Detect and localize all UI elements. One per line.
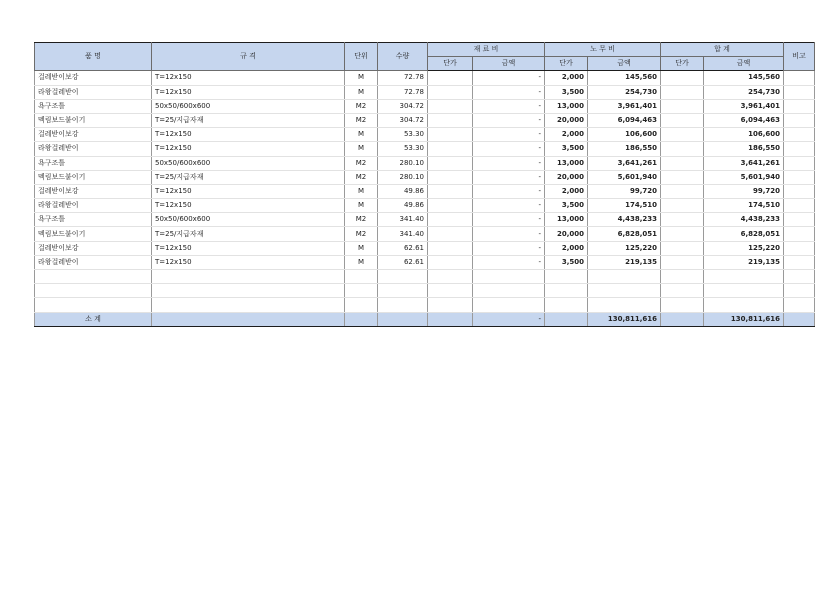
blank-row xyxy=(35,298,815,312)
material-unit-price-cell xyxy=(428,241,473,255)
spec-cell: T=12x150 xyxy=(152,128,345,142)
material-unit-price-cell xyxy=(428,113,473,127)
subtotal-sum-amount: 130,811,616 xyxy=(704,312,784,326)
blank-row xyxy=(35,284,815,298)
note-cell xyxy=(784,99,815,113)
qty-cell: 341.40 xyxy=(378,213,428,227)
table-body xyxy=(35,71,815,270)
unit-cell: M xyxy=(345,184,378,198)
unit-cell: M2 xyxy=(345,227,378,241)
labor-unit-price-cell: 13,000 xyxy=(545,213,588,227)
item-cell: 멕림보드붙이기 xyxy=(35,113,152,127)
header-material: 재 료 비 xyxy=(428,43,545,57)
qty-cell: 49.86 xyxy=(378,184,428,198)
labor-amount-cell: 4,438,233 xyxy=(588,213,661,227)
material-amount-cell: - xyxy=(473,199,545,213)
labor-unit-price-cell: 13,000 xyxy=(545,156,588,170)
sum-amount-cell: 99,720 xyxy=(704,184,784,198)
sum-unit-price-cell xyxy=(661,71,704,85)
labor-unit-price-cell: 20,000 xyxy=(545,227,588,241)
table-row xyxy=(35,227,815,241)
labor-unit-price-cell: 2,000 xyxy=(545,128,588,142)
table-row xyxy=(35,170,815,184)
spec-cell: T=12x150 xyxy=(152,85,345,99)
note-cell xyxy=(784,156,815,170)
sum-amount-cell: 4,438,233 xyxy=(704,213,784,227)
material-amount-cell: - xyxy=(473,99,545,113)
spec-cell: T=12x150 xyxy=(152,255,345,269)
spec-cell: T=25/지급자재 xyxy=(152,113,345,127)
labor-amount-cell: 5,601,940 xyxy=(588,170,661,184)
labor-unit-price-cell: 3,500 xyxy=(545,255,588,269)
table-row xyxy=(35,113,815,127)
table-row xyxy=(35,142,815,156)
labor-unit-price-cell: 20,000 xyxy=(545,113,588,127)
qty-cell: 341.40 xyxy=(378,227,428,241)
material-amount-cell: - xyxy=(473,227,545,241)
material-unit-price-cell xyxy=(428,142,473,156)
unit-cell: M2 xyxy=(345,113,378,127)
item-cell: 멕림보드붙이기 xyxy=(35,227,152,241)
material-unit-price-cell xyxy=(428,128,473,142)
table-row xyxy=(35,99,815,113)
spec-cell: T=12x150 xyxy=(152,71,345,85)
note-cell xyxy=(784,184,815,198)
qty-cell: 304.72 xyxy=(378,113,428,127)
header-material-amount: 금액 xyxy=(473,57,545,71)
sum-unit-price-cell xyxy=(661,156,704,170)
item-cell: 라왕걸레받이 xyxy=(35,199,152,213)
item-cell: 욕구조틀 xyxy=(35,156,152,170)
labor-unit-price-cell: 3,500 xyxy=(545,142,588,156)
unit-cell: M2 xyxy=(345,156,378,170)
labor-amount-cell: 219,135 xyxy=(588,255,661,269)
subtotal-labor-amount: 130,811,616 xyxy=(588,312,661,326)
qty-cell: 53.30 xyxy=(378,142,428,156)
table-row xyxy=(35,85,815,99)
header-labor-unit-price: 단가 xyxy=(545,57,588,71)
labor-amount-cell: 186,550 xyxy=(588,142,661,156)
material-unit-price-cell xyxy=(428,85,473,99)
unit-cell: M xyxy=(345,71,378,85)
unit-cell: M2 xyxy=(345,99,378,113)
sum-amount-cell: 106,600 xyxy=(704,128,784,142)
labor-amount-cell: 145,560 xyxy=(588,71,661,85)
spec-cell: T=12x150 xyxy=(152,142,345,156)
labor-unit-price-cell: 2,000 xyxy=(545,71,588,85)
subtotal-material-amount: - xyxy=(473,312,545,326)
item-cell: 걸레받이보강 xyxy=(35,241,152,255)
table-row xyxy=(35,184,815,198)
labor-amount-cell: 125,220 xyxy=(588,241,661,255)
material-amount-cell: - xyxy=(473,213,545,227)
item-cell: 걸레받이보강 xyxy=(35,128,152,142)
sum-unit-price-cell xyxy=(661,199,704,213)
qty-cell: 304.72 xyxy=(378,99,428,113)
material-unit-price-cell xyxy=(428,199,473,213)
spec-cell: T=25/지급자재 xyxy=(152,170,345,184)
sum-unit-price-cell xyxy=(661,255,704,269)
labor-amount-cell: 3,641,261 xyxy=(588,156,661,170)
header-spec: 규 격 xyxy=(152,43,345,71)
table-row xyxy=(35,71,815,85)
sum-amount-cell: 3,961,401 xyxy=(704,99,784,113)
unit-cell: M xyxy=(345,85,378,99)
header-note: 비고 xyxy=(784,43,815,71)
header-sum: 합 계 xyxy=(661,43,784,57)
unit-cell: M2 xyxy=(345,213,378,227)
qty-cell: 280.10 xyxy=(378,170,428,184)
labor-amount-cell: 99,720 xyxy=(588,184,661,198)
material-amount-cell: - xyxy=(473,255,545,269)
labor-unit-price-cell: 2,000 xyxy=(545,184,588,198)
material-unit-price-cell xyxy=(428,184,473,198)
item-cell: 라왕걸레받이 xyxy=(35,255,152,269)
labor-amount-cell: 6,828,051 xyxy=(588,227,661,241)
material-amount-cell: - xyxy=(473,170,545,184)
header-sum-unit-price: 단가 xyxy=(661,57,704,71)
spec-cell: T=12x150 xyxy=(152,241,345,255)
sum-unit-price-cell xyxy=(661,128,704,142)
material-unit-price-cell xyxy=(428,213,473,227)
spec-cell: 50x50/600x600 xyxy=(152,156,345,170)
note-cell xyxy=(784,227,815,241)
unit-cell: M2 xyxy=(345,170,378,184)
item-cell: 걸레받이보강 xyxy=(35,71,152,85)
material-unit-price-cell xyxy=(428,156,473,170)
note-cell xyxy=(784,255,815,269)
sum-amount-cell: 3,641,261 xyxy=(704,156,784,170)
header-labor: 노 무 비 xyxy=(545,43,661,57)
sum-amount-cell: 145,560 xyxy=(704,71,784,85)
note-cell xyxy=(784,213,815,227)
unit-cell: M xyxy=(345,199,378,213)
qty-cell: 280.10 xyxy=(378,156,428,170)
sum-amount-cell: 6,828,051 xyxy=(704,227,784,241)
material-amount-cell: - xyxy=(473,156,545,170)
sum-amount-cell: 6,094,463 xyxy=(704,113,784,127)
item-cell: 걸레받이보강 xyxy=(35,184,152,198)
unit-cell: M xyxy=(345,142,378,156)
labor-unit-price-cell: 3,500 xyxy=(545,199,588,213)
sum-amount-cell: 254,730 xyxy=(704,85,784,99)
material-unit-price-cell xyxy=(428,71,473,85)
spec-cell: T=25/지급자재 xyxy=(152,227,345,241)
labor-unit-price-cell: 2,000 xyxy=(545,241,588,255)
item-cell: 라왕걸레받이 xyxy=(35,85,152,99)
material-amount-cell: - xyxy=(473,85,545,99)
labor-amount-cell: 254,730 xyxy=(588,85,661,99)
note-cell xyxy=(784,170,815,184)
header-material-unit-price: 단가 xyxy=(428,57,473,71)
sum-unit-price-cell xyxy=(661,85,704,99)
material-amount-cell: - xyxy=(473,142,545,156)
material-amount-cell: - xyxy=(473,113,545,127)
note-cell xyxy=(784,142,815,156)
qty-cell: 72.78 xyxy=(378,71,428,85)
subtotal-row xyxy=(35,312,815,326)
table-row xyxy=(35,156,815,170)
sum-unit-price-cell xyxy=(661,184,704,198)
sum-amount-cell: 125,220 xyxy=(704,241,784,255)
labor-amount-cell: 174,510 xyxy=(588,199,661,213)
spec-cell: T=12x150 xyxy=(152,199,345,213)
header-item: 품 명 xyxy=(35,43,152,71)
item-cell: 라왕걸레받이 xyxy=(35,142,152,156)
table-row xyxy=(35,128,815,142)
sum-amount-cell: 5,601,940 xyxy=(704,170,784,184)
header-labor-amount: 금액 xyxy=(588,57,661,71)
note-cell xyxy=(784,199,815,213)
qty-cell: 49.86 xyxy=(378,199,428,213)
table-row xyxy=(35,255,815,269)
note-cell xyxy=(784,128,815,142)
labor-unit-price-cell: 13,000 xyxy=(545,99,588,113)
sum-amount-cell: 219,135 xyxy=(704,255,784,269)
blank-row xyxy=(35,270,815,284)
material-unit-price-cell xyxy=(428,170,473,184)
labor-unit-price-cell: 20,000 xyxy=(545,170,588,184)
labor-amount-cell: 3,961,401 xyxy=(588,99,661,113)
sum-amount-cell: 186,550 xyxy=(704,142,784,156)
table-row xyxy=(35,213,815,227)
unit-cell: M xyxy=(345,255,378,269)
material-amount-cell: - xyxy=(473,128,545,142)
sum-unit-price-cell xyxy=(661,241,704,255)
spec-cell: T=12x150 xyxy=(152,184,345,198)
material-amount-cell: - xyxy=(473,71,545,85)
sum-unit-price-cell xyxy=(661,170,704,184)
material-unit-price-cell xyxy=(428,227,473,241)
sum-unit-price-cell xyxy=(661,142,704,156)
qty-cell: 53.30 xyxy=(378,128,428,142)
labor-amount-cell: 106,600 xyxy=(588,128,661,142)
sum-amount-cell: 174,510 xyxy=(704,199,784,213)
qty-cell: 72.78 xyxy=(378,85,428,99)
unit-cell: M xyxy=(345,241,378,255)
qty-cell: 62.61 xyxy=(378,241,428,255)
estimate-table xyxy=(34,42,815,327)
table-row xyxy=(35,241,815,255)
spec-cell: 50x50/600x600 xyxy=(152,213,345,227)
labor-amount-cell: 6,094,463 xyxy=(588,113,661,127)
note-cell xyxy=(784,71,815,85)
header-unit: 단위 xyxy=(345,43,378,71)
note-cell xyxy=(784,85,815,99)
material-amount-cell: - xyxy=(473,184,545,198)
item-cell: 욕구조틀 xyxy=(35,213,152,227)
spec-cell: 50x50/600x600 xyxy=(152,99,345,113)
header-sum-amount: 금액 xyxy=(704,57,784,71)
item-cell: 멕림보드붙이기 xyxy=(35,170,152,184)
material-unit-price-cell xyxy=(428,255,473,269)
note-cell xyxy=(784,241,815,255)
sum-unit-price-cell xyxy=(661,113,704,127)
header-qty: 수량 xyxy=(378,43,428,71)
labor-unit-price-cell: 3,500 xyxy=(545,85,588,99)
item-cell: 욕구조틀 xyxy=(35,99,152,113)
qty-cell: 62.61 xyxy=(378,255,428,269)
table-row xyxy=(35,199,815,213)
sum-unit-price-cell xyxy=(661,227,704,241)
note-cell xyxy=(784,113,815,127)
material-amount-cell: - xyxy=(473,241,545,255)
material-unit-price-cell xyxy=(428,99,473,113)
unit-cell: M xyxy=(345,128,378,142)
subtotal-label: 소 계 xyxy=(35,312,152,326)
sum-unit-price-cell xyxy=(661,213,704,227)
sum-unit-price-cell xyxy=(661,99,704,113)
